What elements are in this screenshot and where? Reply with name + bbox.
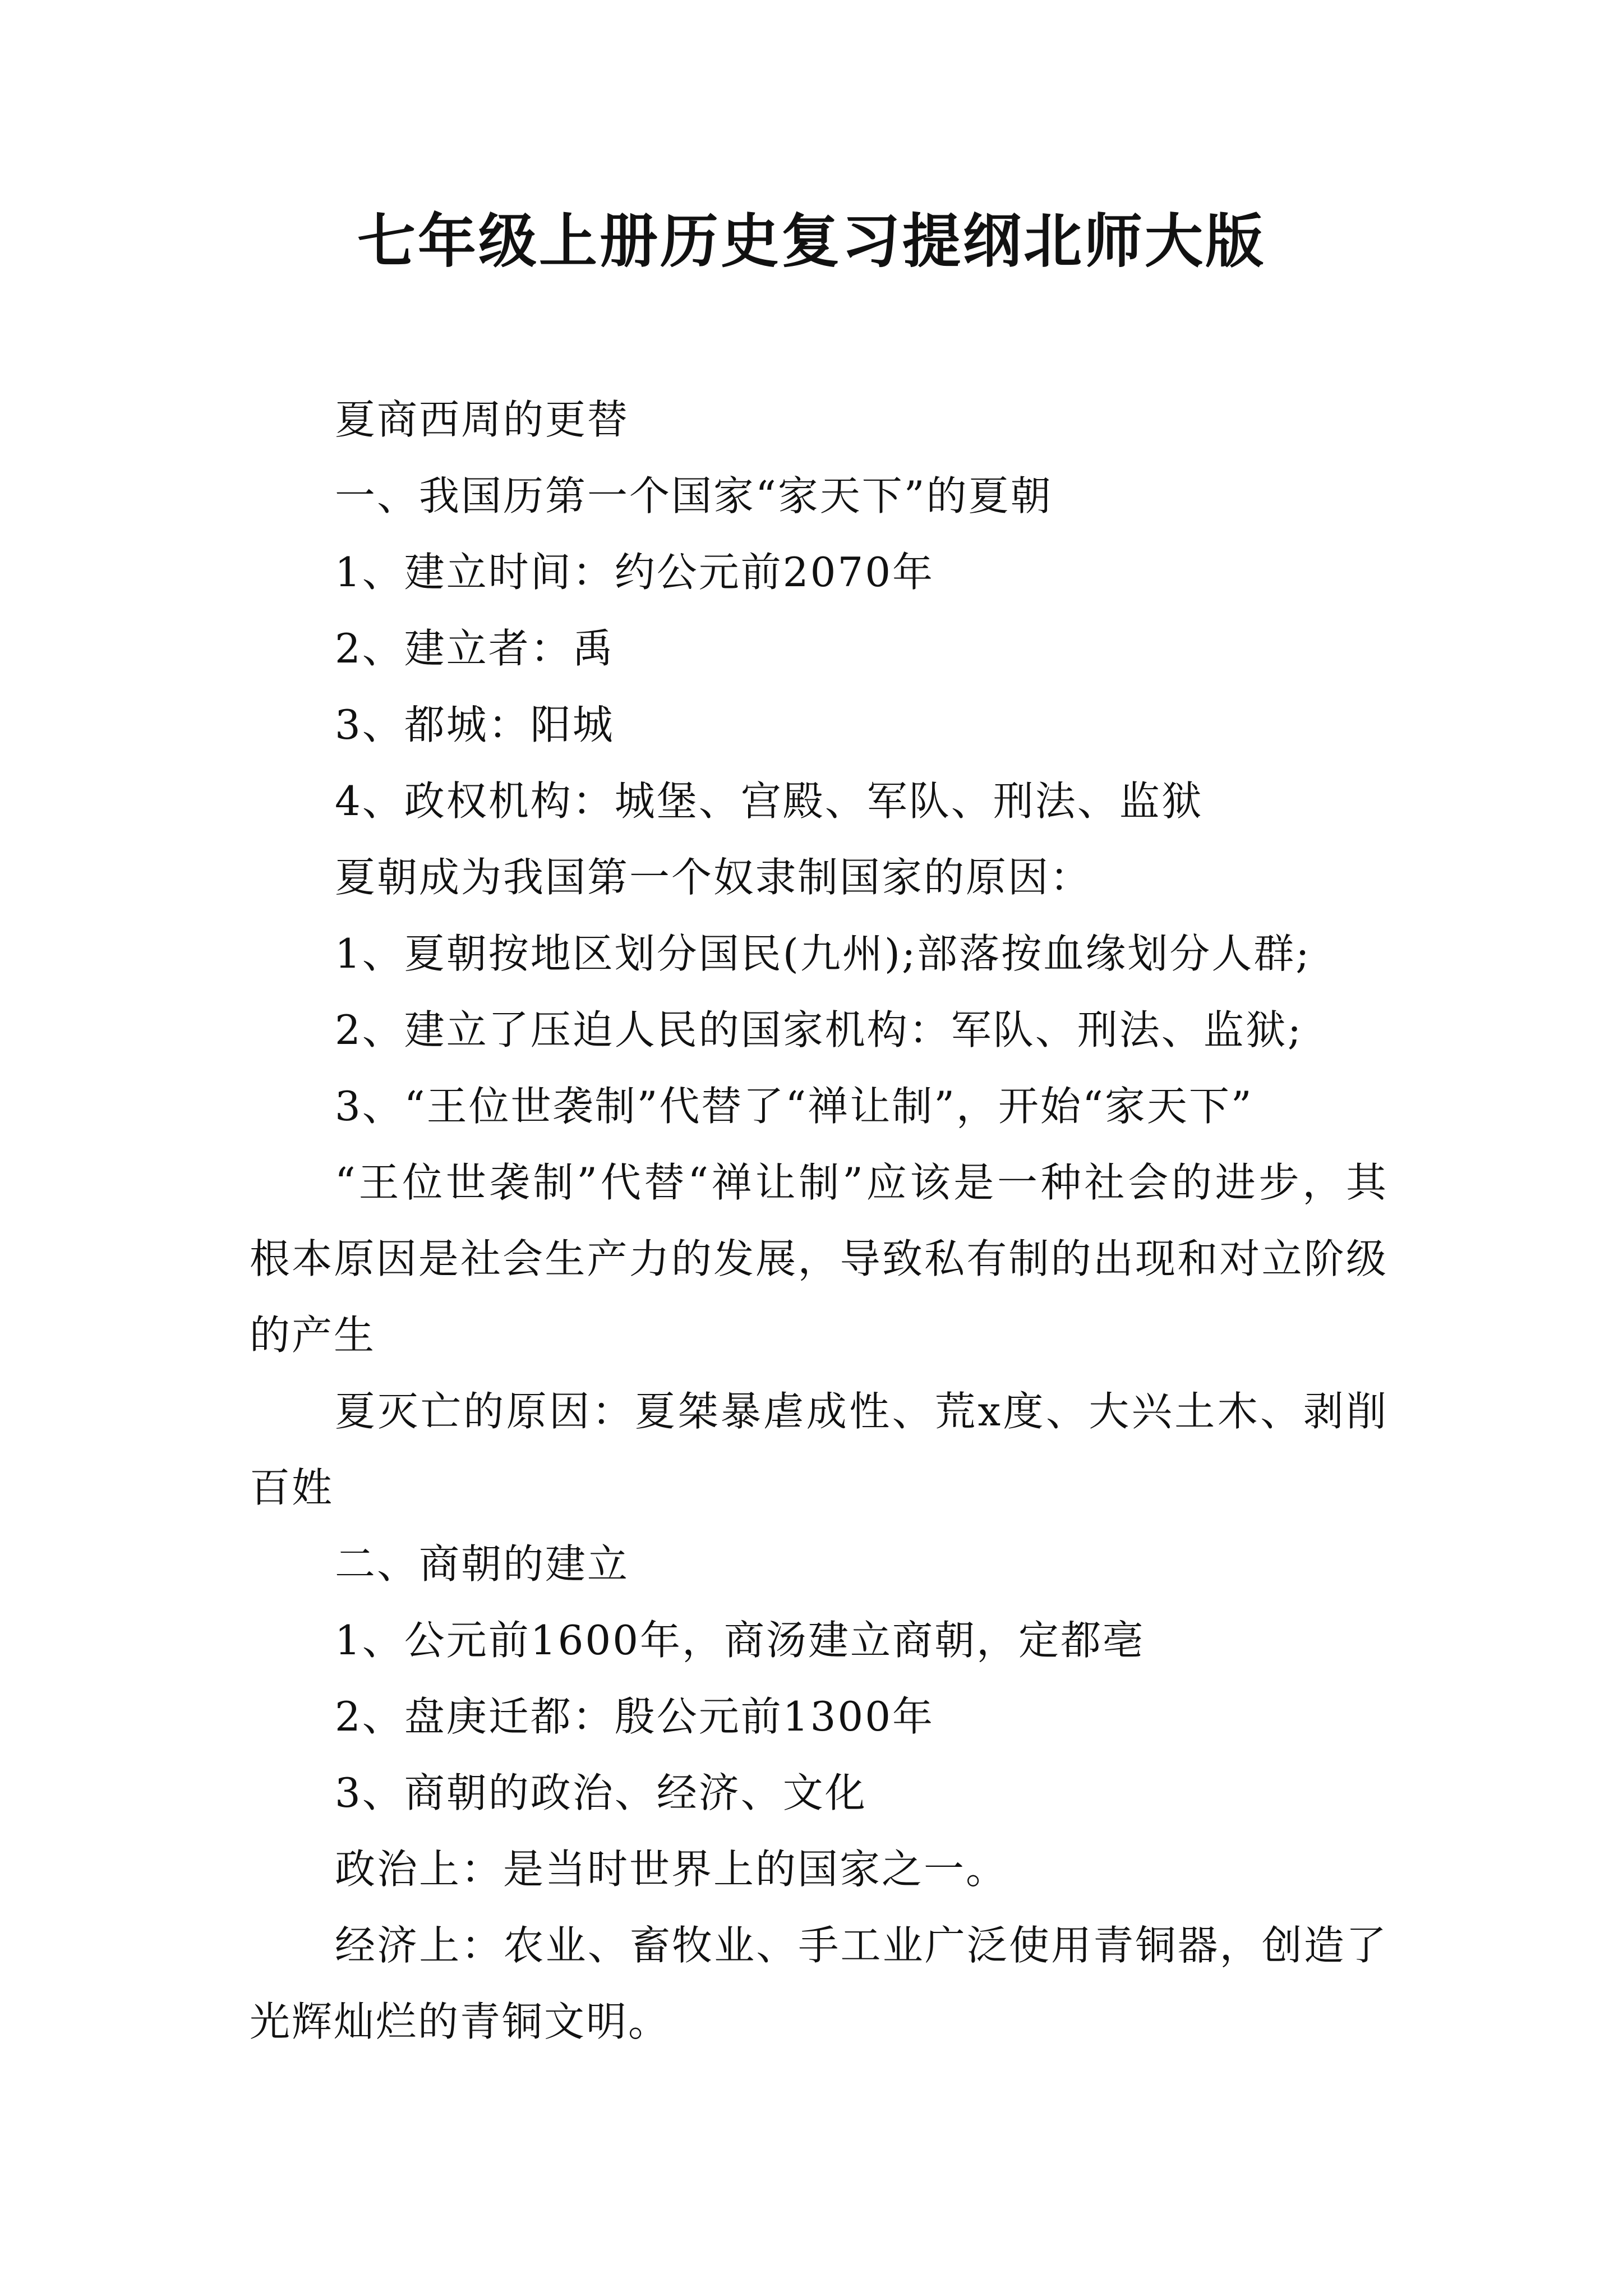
- paragraph: 3、“王位世袭制”代替了“禅让制”，开始“家天下”: [335, 1083, 1253, 1130]
- paragraph: “王位世袭制”代替“禅让制”应该是一种社会的进步，其根本原因是社会生产力的发展，导致私有制的出现和对立阶级的产生: [250, 1159, 1388, 1359]
- paragraph: 夏灭亡的原因：夏桀暴虐成性、荒x度、大兴土木、剥削百姓: [250, 1388, 1388, 1511]
- paragraph: 3、都城：阳城: [335, 701, 615, 748]
- paragraph: 夏商西周的更替: [335, 396, 630, 443]
- paragraph: 政治上：是当时世界上的国家之一。: [335, 1846, 1008, 1893]
- paragraph: 4、政权机构：城堡、宫殿、军队、刑法、监狱: [335, 777, 1204, 825]
- document-body: [250, 381, 1388, 2060]
- paragraph: 二、商朝的建立: [335, 1540, 630, 1588]
- paragraph: 1、建立时间：约公元前2070年: [335, 549, 935, 596]
- paragraph: 经济上：农业、畜牧业、手工业广泛使用青铜器，创造了光辉灿烂的青铜文明。: [250, 1922, 1388, 2045]
- paragraph: 夏朝成为我国第一个奴隶制国家的原因：: [335, 854, 1092, 901]
- document-title: 七年级上册历史复习提纲北师大版: [357, 207, 1266, 275]
- paragraph: 3、商朝的政治、经济、文化: [335, 1769, 867, 1816]
- paragraph: 1、夏朝按地区划分国民(九州);部落按血缘划分人群;: [335, 930, 1311, 977]
- paragraph: 1、公元前1600年，商汤建立商朝，定都亳: [335, 1617, 1145, 1664]
- paragraph: 2、建立者：禹: [335, 625, 615, 672]
- paragraph: 2、建立了压迫人民的国家机构：军队、刑法、监狱;: [335, 1006, 1303, 1053]
- paragraph: 2、盘庚迁都：殷公元前1300年: [335, 1693, 935, 1740]
- paragraph: 一、我国历第一个国家“家天下”的夏朝: [335, 472, 1053, 519]
